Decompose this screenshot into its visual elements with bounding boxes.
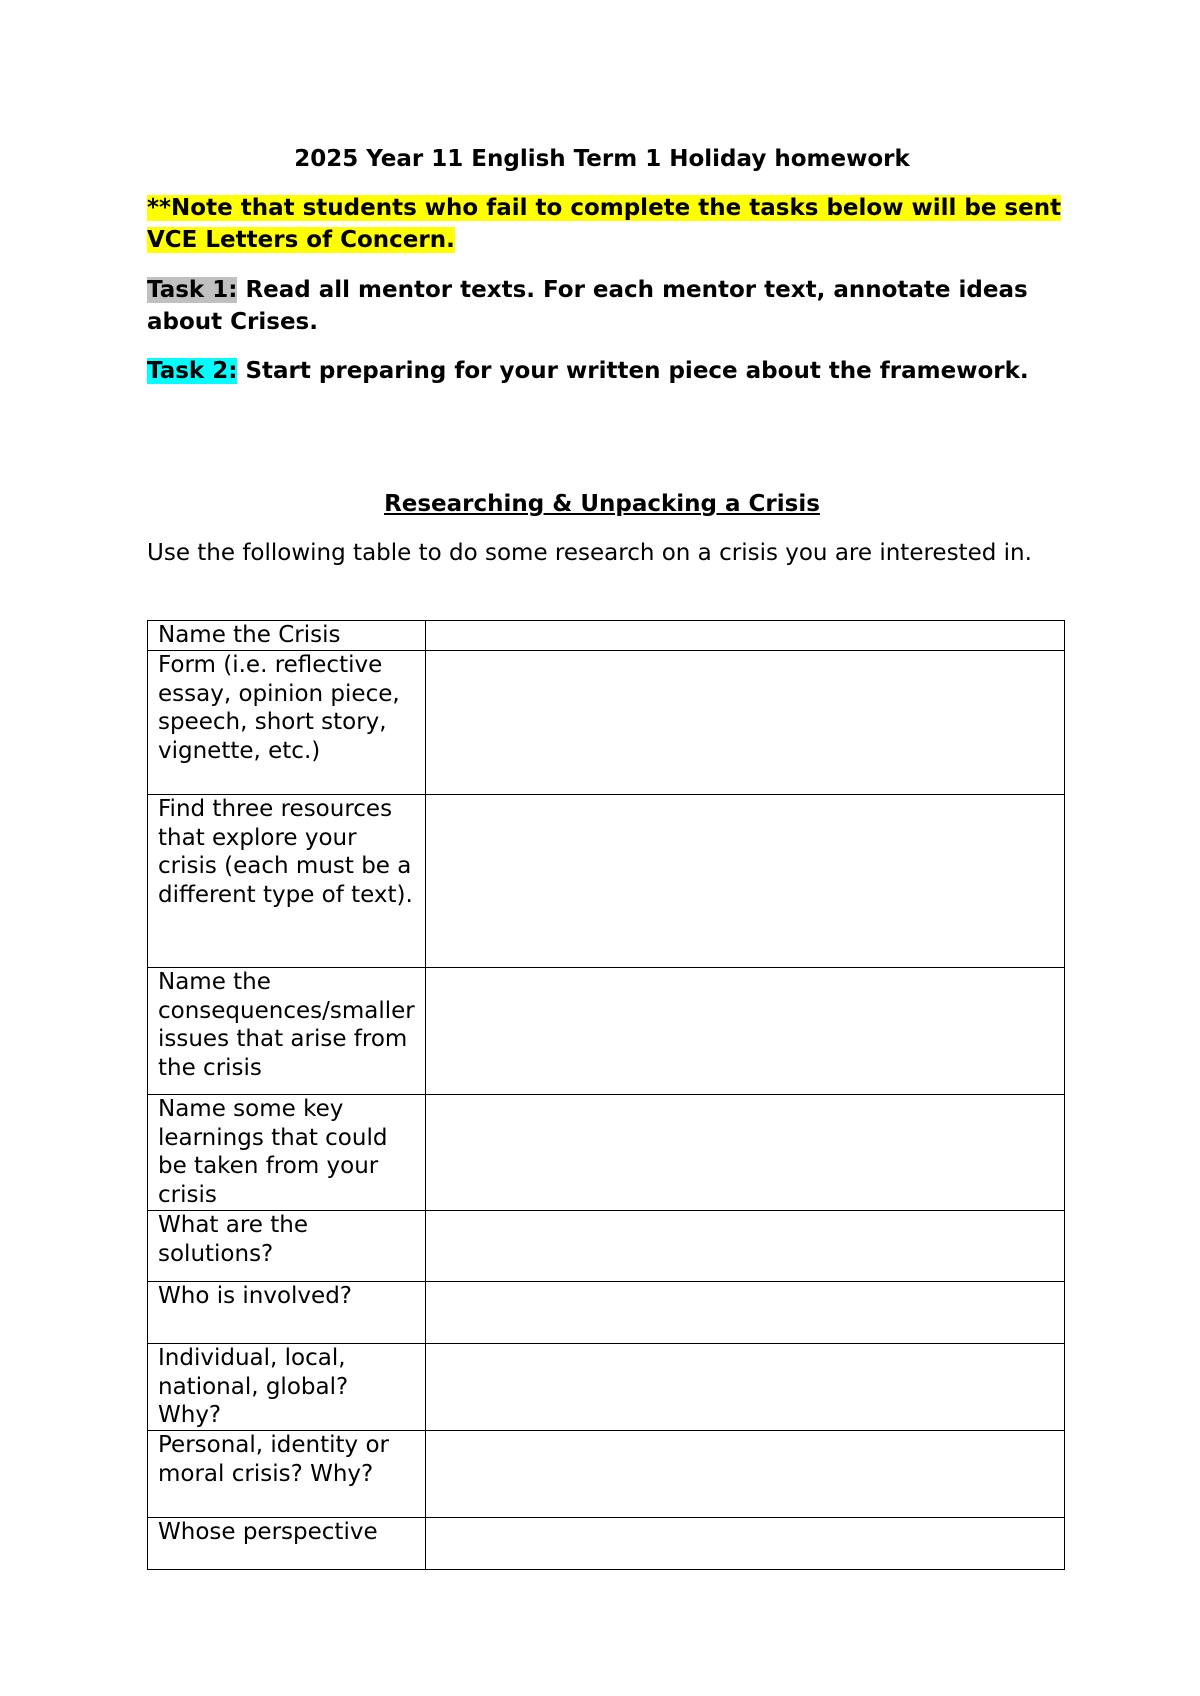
crisis-research-table [147, 620, 1065, 1570]
table-row [148, 621, 1065, 651]
document-title: 2025 Year 11 English Term 1 Holiday homework [294, 146, 910, 172]
row-label-crisis-type: Personal, identity or moral crisis? Why? [148, 1431, 426, 1518]
row-label-key-learnings: Name some key learnings that could be taken from your crisis [148, 1095, 426, 1211]
table-row [148, 1282, 1065, 1344]
answer-cell[interactable] [425, 1211, 1064, 1282]
table-row [148, 795, 1065, 968]
answer-cell[interactable] [425, 1282, 1064, 1344]
answer-cell[interactable] [425, 1344, 1064, 1431]
task-1-label: Task 1: [147, 277, 238, 303]
table-row [148, 968, 1065, 1095]
table-row [148, 1431, 1065, 1518]
row-label-name-crisis: Name the Crisis [148, 621, 426, 651]
answer-cell[interactable] [425, 795, 1064, 968]
table-row [148, 1211, 1065, 1282]
intro-text: Use the following table to do some research on a crisis you are interested in. [147, 540, 1032, 566]
note-highlight-text: **Note that students who fail to complete the tasks below will be sent VCE Letters of Concern. [147, 195, 1062, 253]
concern-note [147, 192, 1067, 256]
row-label-scope: Individual, local, national, global? Why? [148, 1344, 426, 1431]
answer-cell[interactable] [425, 651, 1064, 795]
row-label-solutions: What are the solutions? [148, 1211, 426, 1282]
task-2-label: Task 2: [147, 358, 238, 384]
row-label-form: Form (i.e. reflective essay, opinion piece, speech, short story, vignette, etc.) [148, 651, 426, 795]
answer-cell[interactable] [425, 1518, 1064, 1570]
section-heading: Researching & Unpacking a Crisis [384, 491, 820, 517]
table-row [148, 1344, 1065, 1431]
table-row [148, 651, 1065, 795]
answer-cell[interactable] [425, 968, 1064, 1095]
answer-cell[interactable] [425, 1431, 1064, 1518]
task-1 [147, 274, 1067, 338]
table-row [148, 1095, 1065, 1211]
task-1-text: Read all mentor texts. For each mentor text, annotate ideas about Crises. [147, 277, 1028, 335]
row-label-consequences: Name the consequences/smaller issues that arise from the crisis [148, 968, 426, 1095]
answer-cell[interactable] [425, 621, 1064, 651]
task-2-text: Start preparing for your written piece about the framework. [237, 358, 1029, 384]
task-2 [147, 355, 1067, 387]
answer-cell[interactable] [425, 1095, 1064, 1211]
table-row [148, 1518, 1065, 1570]
row-label-who-involved: Who is involved? [148, 1282, 426, 1344]
row-label-resources: Find three resources that explore your crisis (each must be a different type of text). [148, 795, 426, 968]
row-label-perspective: Whose perspective [148, 1518, 426, 1570]
